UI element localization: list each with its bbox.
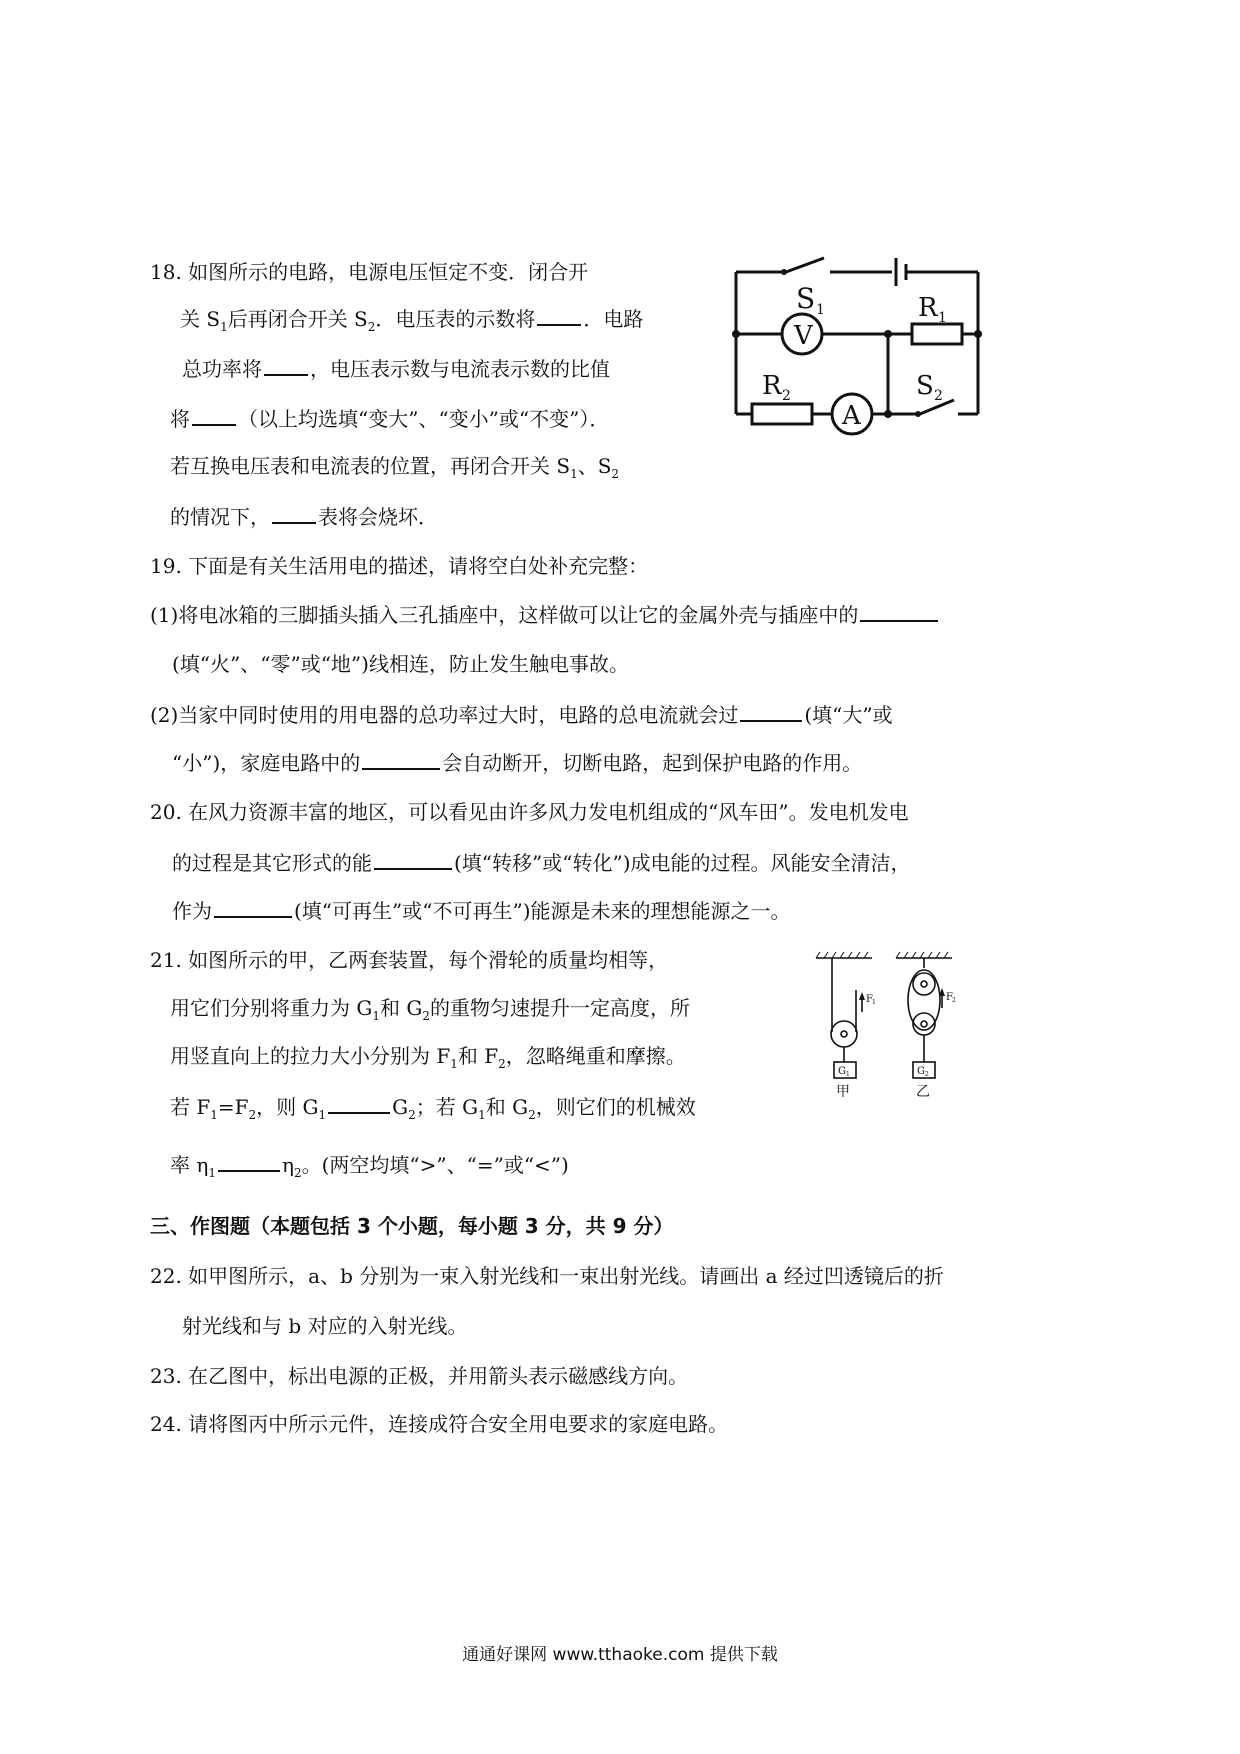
- section-heading: 三、作图题（本题包括 3 个小题，每小题 3 分，共 9 分）: [150, 1214, 674, 1238]
- jia-label: 甲: [836, 1084, 850, 1100]
- q20-line-2: 的过程是其它形式的能 (填“转移”或“转化”)成电能的过程。风能安全清洁，: [172, 848, 911, 877]
- ammeter-icon: A: [842, 401, 861, 431]
- svg-text:2: 2: [925, 1071, 929, 1078]
- q21-line-3: 用竖直向上的拉力大小分别为 $F_1$和 $F_2$，忽略绳重和摩擦。: [170, 1044, 686, 1071]
- q20-line-3: 作为 (填“可再生”或“不可再生”)能源是未来的理想能源之一。: [172, 896, 791, 925]
- q18-line-5: 若互换电压表和电流表的位置，再闭合开关 $S_1$、$S_2$: [170, 454, 620, 481]
- svg-text:2: 2: [782, 388, 791, 404]
- answer-blank[interactable]: [374, 848, 452, 870]
- g2-label: G: [917, 1066, 925, 1077]
- voltmeter-icon: V: [794, 321, 813, 351]
- q19-line-5: “小”)，家庭电路中的 会自动断开，切断电路，起到保护电路的作用。: [172, 748, 862, 777]
- q18-line-2: 关 $S_1$后再闭合开关 $S_2$．电压表的示数将 ．电路: [180, 304, 643, 333]
- q21-line-2: 用它们分别将重力为 $G_1$和 $G_2$的重物匀速提升一定高度，所: [170, 996, 690, 1023]
- svg-text:1: 1: [846, 1071, 850, 1078]
- answer-blank[interactable]: [328, 1092, 390, 1114]
- q24-line-1: 24. 请将图丙中所示元件，连接成符合安全用电要求的家庭电路。: [150, 1412, 729, 1436]
- g1-label: G: [838, 1066, 846, 1077]
- q19-line-2: (1)将电冰箱的三脚插头插入三孔插座中，这样做可以让它的金属外壳与插座中的: [150, 600, 940, 629]
- footer-text: 通通好课网 www.tthaoke.com 提供下载: [462, 1645, 778, 1665]
- answer-blank[interactable]: [537, 304, 581, 326]
- q22-line-2: 射光线和与 b 对应的入射光线。: [182, 1314, 468, 1338]
- s2-label: S: [916, 371, 934, 401]
- answer-blank[interactable]: [362, 748, 440, 770]
- yi-label: 乙: [916, 1084, 930, 1100]
- pulley-diagram: [812, 950, 962, 1110]
- answer-blank[interactable]: [272, 502, 316, 524]
- q21-line-1: 21. 如图所示的甲，乙两套装置，每个滑轮的质量均相等，: [150, 948, 669, 972]
- f2-label: F: [946, 992, 953, 1003]
- f1-label: F: [866, 994, 873, 1005]
- q21-line-5: 率 $\eta_1$ $\eta_2$。(两空均填“>”、“=”或“<”): [170, 1150, 569, 1179]
- q19-line-4: (2)当家中同时使用的用电器的总功率过大时，电路的总电流就会过 (填“大”或: [150, 700, 893, 729]
- q18-line-3: 总功率将 ，电压表示数与电流表示数的比值: [182, 354, 610, 383]
- svg-text:2: 2: [952, 997, 956, 1004]
- s1-label: S: [796, 282, 816, 315]
- svg-text:1: 1: [816, 302, 825, 318]
- answer-blank[interactable]: [214, 896, 292, 918]
- q21-line-4: 若 $F_1=F_2$，则 $G_1$ $G_2$；若 $G_1$和 $G_2$，则它们的机械效: [170, 1092, 696, 1121]
- svg-text:2: 2: [934, 388, 943, 404]
- answer-blank[interactable]: [740, 700, 802, 722]
- answer-blank[interactable]: [264, 354, 308, 376]
- q20-line-1: 20. 在风力资源丰富的地区，可以看见由许多风力发电机组成的“风车田”。发电机发电: [150, 800, 909, 824]
- q19-line-1: 19. 下面是有关生活用电的描述，请将空白处补充完整：: [150, 554, 649, 578]
- answer-blank[interactable]: [860, 600, 938, 622]
- svg-text:1: 1: [872, 999, 876, 1006]
- q18-line-1: 18. 如图所示的电路，电源电压恒定不变．闭合开: [150, 260, 589, 284]
- r2-label: R: [762, 371, 782, 401]
- q22-line-1: 22. 如甲图所示，a、b 分别为一束入射光线和一束出射光线。请画出 a 经过凹透镜后的折: [150, 1264, 944, 1288]
- q23-line-1: 23. 在乙图中，标出电源的正极，并用箭头表示磁感线方向。: [150, 1364, 689, 1388]
- answer-blank[interactable]: [218, 1150, 280, 1172]
- q18-line-6: 的情况下， 表将会烧坏．: [170, 502, 438, 531]
- q19-line-3: (填“火”、“零”或“地”)线相连，防止发生触电事故。: [172, 652, 629, 676]
- answer-blank[interactable]: [192, 404, 236, 426]
- svg-text:1: 1: [938, 310, 947, 326]
- r1-label: R: [918, 293, 938, 323]
- circuit-diagram: [722, 238, 988, 438]
- q18-line-4: 将 （以上均选填“变大”、“变小”或“不变”）．: [170, 404, 609, 433]
